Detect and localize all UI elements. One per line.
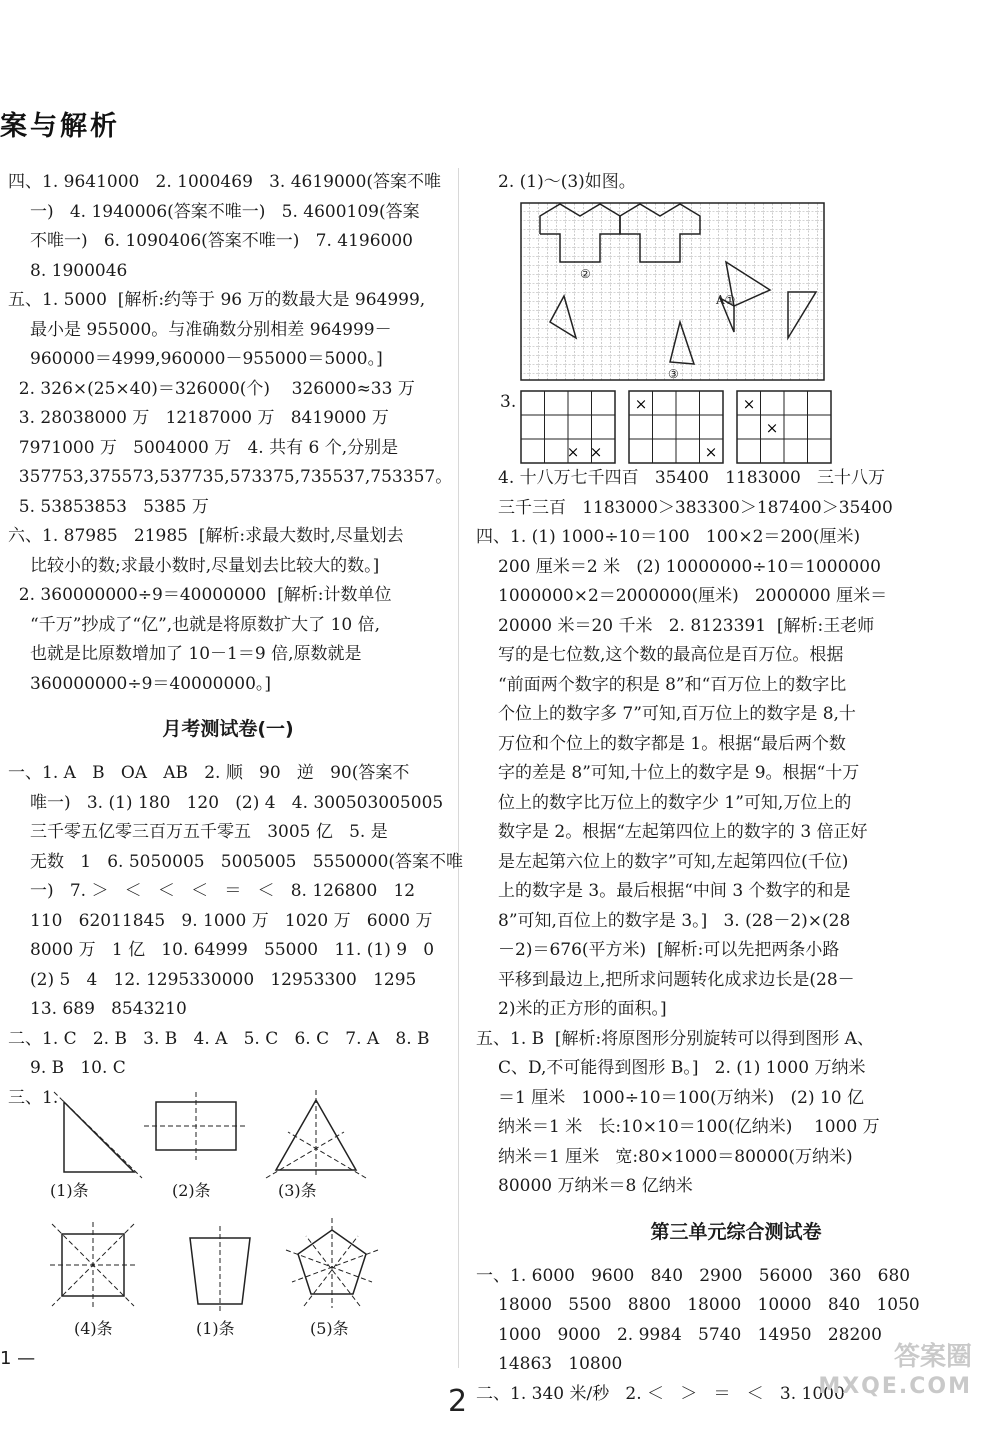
- answer-line: 9. B 10. C: [30, 1058, 126, 1078]
- answer-line: 纳米＝1 厘米 宽:80×1000＝80000(万纳米): [498, 1146, 853, 1167]
- answer-line: 2. 360000000÷9＝40000000 [解析:计数单位: [8, 585, 392, 605]
- answer-line: 4. 十八万七千四百 35400 1183000 三十八万: [498, 468, 886, 488]
- section-title-unit3: 第三单元综合测试卷: [650, 1220, 822, 1243]
- answer-line: 位上的数字比万位上的数字少 1”可知,万位上的: [498, 792, 852, 813]
- answer-line: 上的数字是 3。最后根据“中间 3 个数字的和是: [498, 881, 851, 901]
- answer-line: ＝1 厘米 1000÷10＝100(万纳米) (2) 10 亿: [498, 1087, 865, 1108]
- answer-line: 二、1. 340 米/秒 2. ＜ ＞ ＝ ＜ 3. 1000: [476, 1383, 845, 1404]
- answer-line: 四、1. (1) 1000÷10＝100 100×2＝200(厘米): [476, 527, 861, 547]
- answer-line: “千万”抄成了“亿”,也就是将原数扩大了 10 倍,: [30, 614, 381, 635]
- symmetry-axis: [288, 1132, 366, 1178]
- cross-mark: ×: [742, 395, 756, 413]
- answer-line: 是左起第六位上的数字”可知,左起第四位(千位): [498, 851, 849, 872]
- cross-mark: ×: [566, 443, 580, 461]
- answer-line: 7971000 万 5004000 万 4. 共有 6 个,分别是: [8, 437, 399, 458]
- watermark-logo: [818, 1342, 972, 1402]
- page-header-title: 案与解析: [0, 111, 120, 142]
- answer-line: 14863 10800: [498, 1354, 623, 1374]
- cross-mark: ×: [765, 419, 779, 437]
- answer-line: 8000 万 1 亿 10. 64999 55000 11. (1) 9 0: [30, 940, 435, 960]
- answer-line: 平移到最边上,把所求问题转化成求边长是(28－: [498, 969, 855, 990]
- answer-line: 2. 326×(25×40)＝326000(个) 326000≈33 万: [8, 378, 415, 399]
- grid-transform-figure: [520, 202, 826, 382]
- figure-caption: (1)条: [50, 1181, 89, 1200]
- section-title-monthly: 月考测试卷(一): [162, 718, 294, 740]
- grid-label-2: ②: [580, 267, 591, 281]
- answer-line: －2)＝676(平方米) [解析:可以先把两条小路: [498, 940, 840, 960]
- answer-line: “前面两个数字的积是 8”和“百万位上的数字比: [498, 674, 847, 695]
- answer-line: 一、1. A B OA AB 2. 顺 90 逆 90(答案不: [8, 763, 410, 783]
- cross-mark: ×: [634, 395, 648, 413]
- answer-line: 1000 9000 2. 9984 5740 14950 28200: [498, 1324, 882, 1345]
- watermark-text: 答案圈: [893, 1342, 972, 1372]
- answer-line: 200 厘米＝2 米 (2) 10000000÷10＝1000000: [498, 556, 881, 577]
- answer-line: 比较小的数;求最小数时,尽量划去比较大的数。]: [30, 555, 380, 576]
- answer-line: 数字是 2。根据“左起第四位上的数字的 3 倍正好: [498, 822, 868, 842]
- answer-line: 357753,375573,537735,573375,735537,753357。: [8, 467, 453, 487]
- question-label: 3.: [500, 392, 517, 412]
- answer-line: 二、1. C 2. B 3. B 4. A 5. C 6. C 7. A 8. B: [8, 1028, 430, 1049]
- cross-mark: ×: [589, 443, 603, 461]
- answer-line: 3. 28038000 万 12187000 万 8419000 万: [8, 408, 389, 428]
- answer-line: 一) 4. 1940006(答案不唯一) 5. 4600109(答案: [30, 201, 420, 222]
- answer-line: 无数 1 6. 5050005 5005005 5550000(答案不唯: [30, 851, 464, 872]
- answer-line: 也就是比原数增加了 10－1＝9 倍,原数就是: [30, 644, 362, 664]
- answer-line: 8. 1900046: [30, 260, 128, 281]
- answer-line: 三千三百 1183000＞383300＞187400＞35400: [498, 497, 893, 518]
- answer-line: 2. (1)～(3)如图。: [498, 172, 636, 192]
- answer-line: 13. 689 8543210: [30, 999, 187, 1019]
- figure-caption: (1)条: [196, 1319, 235, 1338]
- answer-line: 一) 7. ＞ ＜ ＜ ＜ ＝ ＜ 8. 126800 12: [30, 881, 416, 901]
- cross-mark: ×: [704, 443, 718, 461]
- column-divider: [458, 168, 459, 1368]
- figure-caption: (5)条: [310, 1319, 349, 1338]
- figure-caption: (4)条: [74, 1319, 113, 1338]
- answer-line: 最小是 955000。与准确数分别相差 964999－: [30, 319, 392, 340]
- answer-line: (2) 5 4 12. 1295330000 12953300 1295: [30, 969, 417, 990]
- symmetry-figures-row2: [40, 1216, 430, 1316]
- answer-line: 8”可知,百位上的数字是 3。] 3. (28－2)×(28: [498, 910, 851, 931]
- watermark-url: MXQE.COM: [818, 1374, 972, 1399]
- answer-line: 万位和个位上的数字都是 1。根据“最后两个数: [498, 733, 846, 754]
- left-column: [8, 168, 464, 1113]
- answer-line: 5. 53853853 5385 万: [8, 496, 209, 517]
- answer-line: 四、1. 9641000 2. 1000469 3. 4619000(答案不唯: [8, 172, 442, 192]
- page-number: 2: [448, 1384, 468, 1419]
- grid-squares-figure: [520, 390, 840, 468]
- symmetry-axis: [266, 1132, 344, 1178]
- grid-label-1: A①: [716, 293, 736, 307]
- answer-line: 五、1. 5000 [解析:约等于 96 万的数最大是 964999,: [8, 290, 426, 310]
- figure-caption: (2)条: [172, 1181, 211, 1200]
- figure-caption: (3)条: [278, 1181, 317, 1200]
- answer-line: 18000 5500 8800 18000 10000 840 1050: [498, 1295, 920, 1315]
- answer-line: C、D,不可能得到图形 B。] 2. (1) 1000 万纳米: [498, 1058, 866, 1078]
- answer-line: 960000＝4999,960000－955000＝5000。]: [30, 349, 383, 369]
- answer-line: 360000000÷9＝40000000。]: [30, 673, 272, 694]
- answer-line: 三千零五亿零三百万五千零五 3005 亿 5. 是: [30, 822, 388, 842]
- right-column-main: [476, 464, 996, 1409]
- answer-line: 唯一) 3. (1) 180 120 (2) 4 4. 300503005005: [30, 792, 444, 813]
- answer-line: 个位上的数字多 7”可知,百万位上的数字是 8,十: [498, 704, 856, 724]
- symmetry-figures-row1: [44, 1090, 434, 1180]
- footer-left-mark: 1 —: [0, 1348, 36, 1369]
- answer-line: 20000 米＝20 千米 2. 8123391 [解析:王老师: [498, 615, 875, 636]
- answer-line: 写的是七位数,这个数的最高位是百万位。根据: [498, 645, 844, 665]
- answer-line: 2)米的正方形的面积。]: [498, 999, 667, 1019]
- answer-line: 五、1. B [解析:将原图形分别旋转可以得到图形 A、: [476, 1028, 874, 1049]
- answer-line: 纳米＝1 米 长:10×10＝100(亿纳米) 1000 万: [498, 1117, 880, 1137]
- answer-line: 六、1. 87985 21985 [解析:求最大数时,尽量划去: [8, 526, 404, 546]
- answer-line: 三、1.: [8, 1087, 59, 1108]
- answer-line: 字的差是 8”可知,十位上的数字是 9。根据“十万: [498, 763, 860, 783]
- answer-line: 80000 万纳米＝8 亿纳米: [498, 1176, 693, 1196]
- answer-line: 不唯一) 6. 1090406(答案不唯一) 7. 4196000: [30, 231, 413, 251]
- right-column-top: [476, 168, 996, 198]
- answer-line: 一、1. 6000 9600 840 2900 56000 360 680: [476, 1265, 911, 1286]
- answer-line: 110 62011845 9. 1000 万 1020 万 6000 万: [30, 910, 433, 931]
- grid-label-3: ③: [668, 367, 679, 381]
- answer-line: 1000000×2＝2000000(厘米) 2000000 厘米＝: [498, 586, 888, 606]
